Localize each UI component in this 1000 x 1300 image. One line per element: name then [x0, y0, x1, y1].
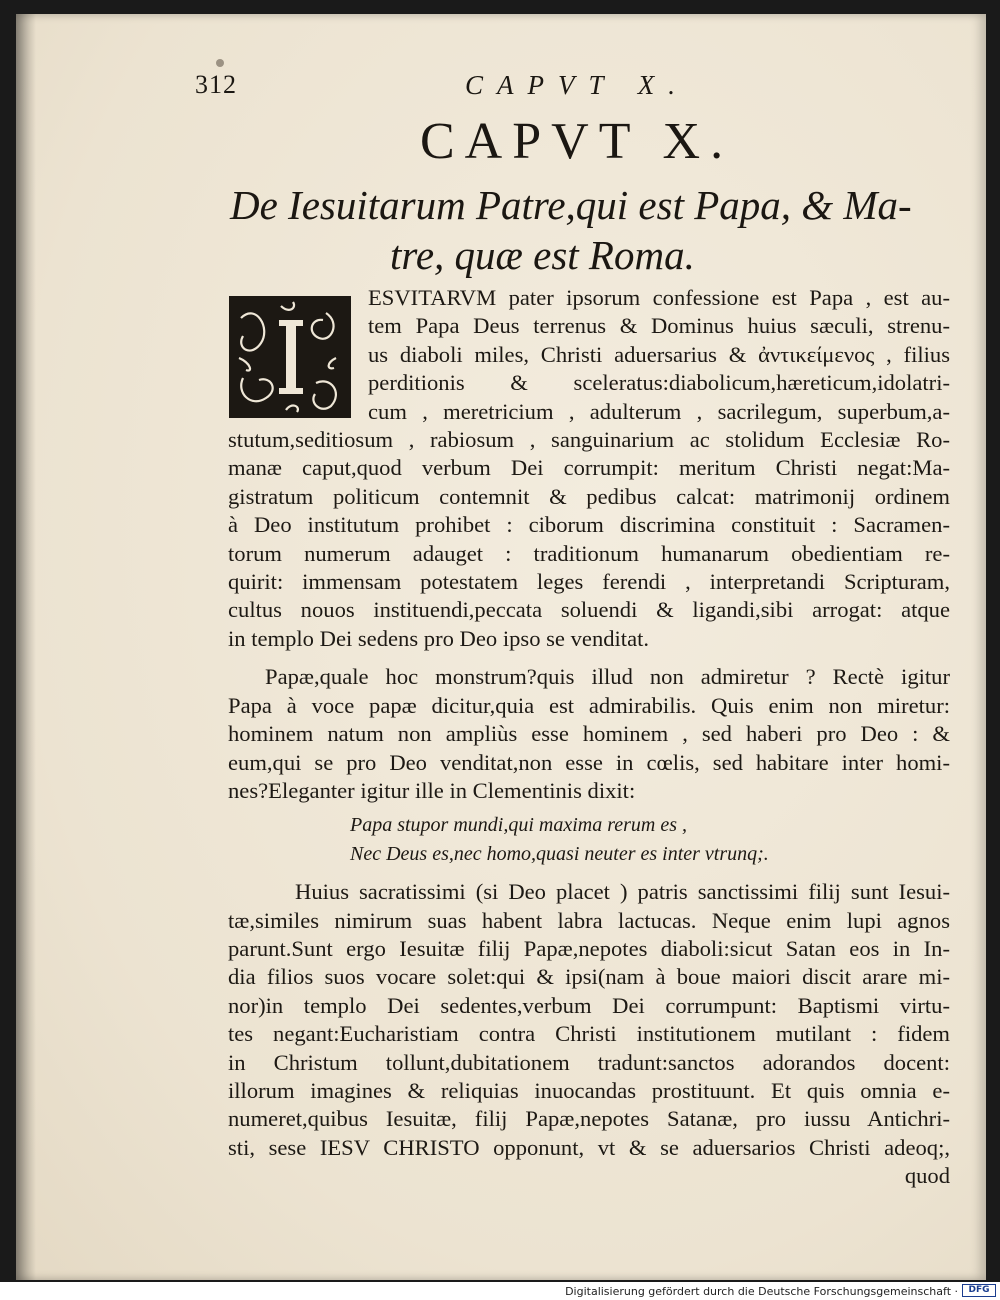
text-line: perditionis & sceleratus:diabolicum,hæreticum,idolatri- [368, 370, 950, 396]
text-line: hominem natum non ampliùs esse hominem , sed haberi pro Deo : & [228, 721, 950, 747]
text-line: in templo Dei sedens pro Deo ipso se venditat. [228, 625, 650, 651]
text-line: sti, sese IESV CHRISTO opponunt, vt & se aduersarios Christi adeoq;, [228, 1134, 950, 1160]
running-head: CAPVT X. [465, 70, 690, 100]
body-text [228, 284, 950, 1191]
verse-line: Papa stupor mundi,qui maxima rerum es , [350, 814, 688, 837]
footer-bar [0, 1282, 1000, 1300]
text-line: dia filios suos vocare solet:qui & ipsi(nam à boue maiori discit arare mi- [228, 964, 950, 990]
text-line: parunt.Sunt ergo Iesuitæ filij Papæ,nepotes diaboli:sicut Satan eos in In- [228, 935, 950, 961]
paragraph [228, 284, 950, 653]
text-line: us diaboli miles, Christi aduersarius & ἀντικείμενος , filius [368, 341, 950, 367]
page-number: 312 [195, 70, 237, 99]
text-line: Papæ,quale hoc monstrum?quis illud non admiretur ? Rectè igitur [265, 664, 950, 690]
text-line: cultus nouos instituendi,peccata soluendi & ligandi,sibi arrogat: atque [228, 597, 950, 623]
text-line: nor)in templo Dei sedentes,verbum Dei corrumpunt: Baptismi virtu- [228, 992, 950, 1018]
chapter-subtitle [230, 180, 930, 280]
text-line: quirit: immensam potestatem leges ferendi , interpretandi Scripturam, [228, 569, 950, 595]
subtitle-line: De Iesuitarum Patre,qui est Papa, & Ma- [230, 182, 912, 228]
text-line: à Deo institutum prohibet : ciborum discrimina constituit : Sacramen- [228, 512, 950, 538]
text-line: gistratum politicum contemnit & pedibus calcat: matrimonij ordinem [228, 483, 950, 509]
text-line: Papa à voce papæ dicitur,quia est admirabilis. Quis enim non miretur: [228, 692, 950, 718]
text-line: illorum imagines & reliquias inuocandas prostituunt. Et quis omnia e- [228, 1077, 950, 1103]
verse-line: Nec Deus es,nec homo,quasi neuter es inter vtrunq;. [350, 842, 769, 865]
chapter-title: CAPVT X. [420, 113, 734, 170]
paragraph [228, 878, 950, 1190]
text-line: torum numerum adauget : traditionum humanarum obedientiam re- [228, 540, 950, 566]
text-line: numeret,quibus Iesuitæ, filij Papæ,nepotes Satanæ, pro iussu Antichri- [228, 1106, 950, 1132]
text-line: nes?Eleganter igitur ille in Clementinis dixit: [228, 777, 636, 803]
paragraph [228, 663, 950, 868]
text-line: tes negant:Eucharistiam contra Christi institutionem mutilant : fidem [228, 1021, 950, 1047]
text-line: manæ caput,quod verbum Dei corrumpit: meritum Christi negat:Ma- [228, 455, 950, 481]
text-line: ESVITARVM pater ipsorum confessione est Papa , est au- [368, 285, 950, 310]
dfg-logo-icon: DFG [962, 1284, 996, 1297]
text-line: Huius sacratissimi (si Deo placet ) patris sanctissimi filij sunt Iesui- [295, 879, 950, 905]
ink-spot [216, 59, 224, 67]
text-line: tem Papa Deus terrenus & Dominus huius sæculi, strenu- [368, 313, 950, 339]
page-header [0, 70, 1000, 110]
text-line: in Christum tollunt,dubitationem tradunt:sanctos adorandos docent: [228, 1049, 950, 1075]
text-line: eum,qui se pro Deo venditat,non esse in cœlis, sed habitare inter homi- [228, 749, 950, 775]
gutter-shadow [16, 14, 36, 1280]
catchword: quod [904, 1163, 950, 1189]
text-line: tæ,similes nimirum suas habent labra lactucas. Neque enim lupi agnos [228, 907, 950, 933]
funding-credit: Digitalisierung gefördert durch die Deutsche Forschungsgemeinschaft · [565, 1285, 958, 1298]
text-line: stutum,seditiosum , rabiosum , sanguinarium ac stolidum Ecclesiæ Ro- [228, 427, 950, 453]
subtitle-line: tre, quæ est Roma. [390, 232, 695, 278]
text-line: cum , meretricium , adulterum , sacrilegum, superbum,a- [368, 398, 950, 424]
